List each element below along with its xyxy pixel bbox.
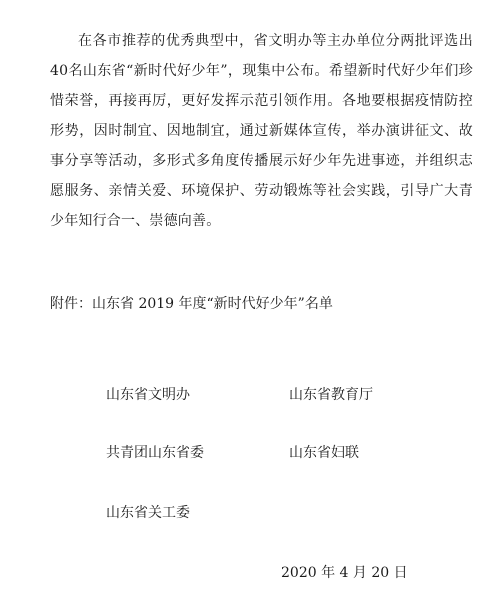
attachment-line: 附件：山东省 2019 年度“新时代好少年”名单	[50, 296, 333, 312]
signer-gongqingtuan: 共青团山东省委	[106, 445, 204, 461]
document-date: 2020 年 4 月 20 日	[281, 565, 408, 581]
signer-wenmingban: 山东省文明办	[106, 387, 190, 403]
signer-jiaoyuting: 山东省教育厅	[289, 387, 373, 403]
body-paragraph: 在各市推荐的优秀典型中，省文明办等主办单位分两批评选出40名山东省“新时代好少年”，现集中公布。希望新时代好少年们珍惜荣誉，再接再厉，更好发挥示范引领作用。各地要根据疫情防控形势，因时制宜、因地制宜，通过新媒体宣传，举办演讲征文、故事分享等活动，多形式多角度传播展示好少年先进事迹，并组织志愿服务、亲情关爱、环境保护、劳动锻炼等社会实践，引导广大青少年知行合一、崇德向善。	[50, 33, 473, 229]
signer-guangongwei: 山东省关工委	[106, 505, 190, 521]
signer-fulian: 山东省妇联	[289, 445, 359, 461]
